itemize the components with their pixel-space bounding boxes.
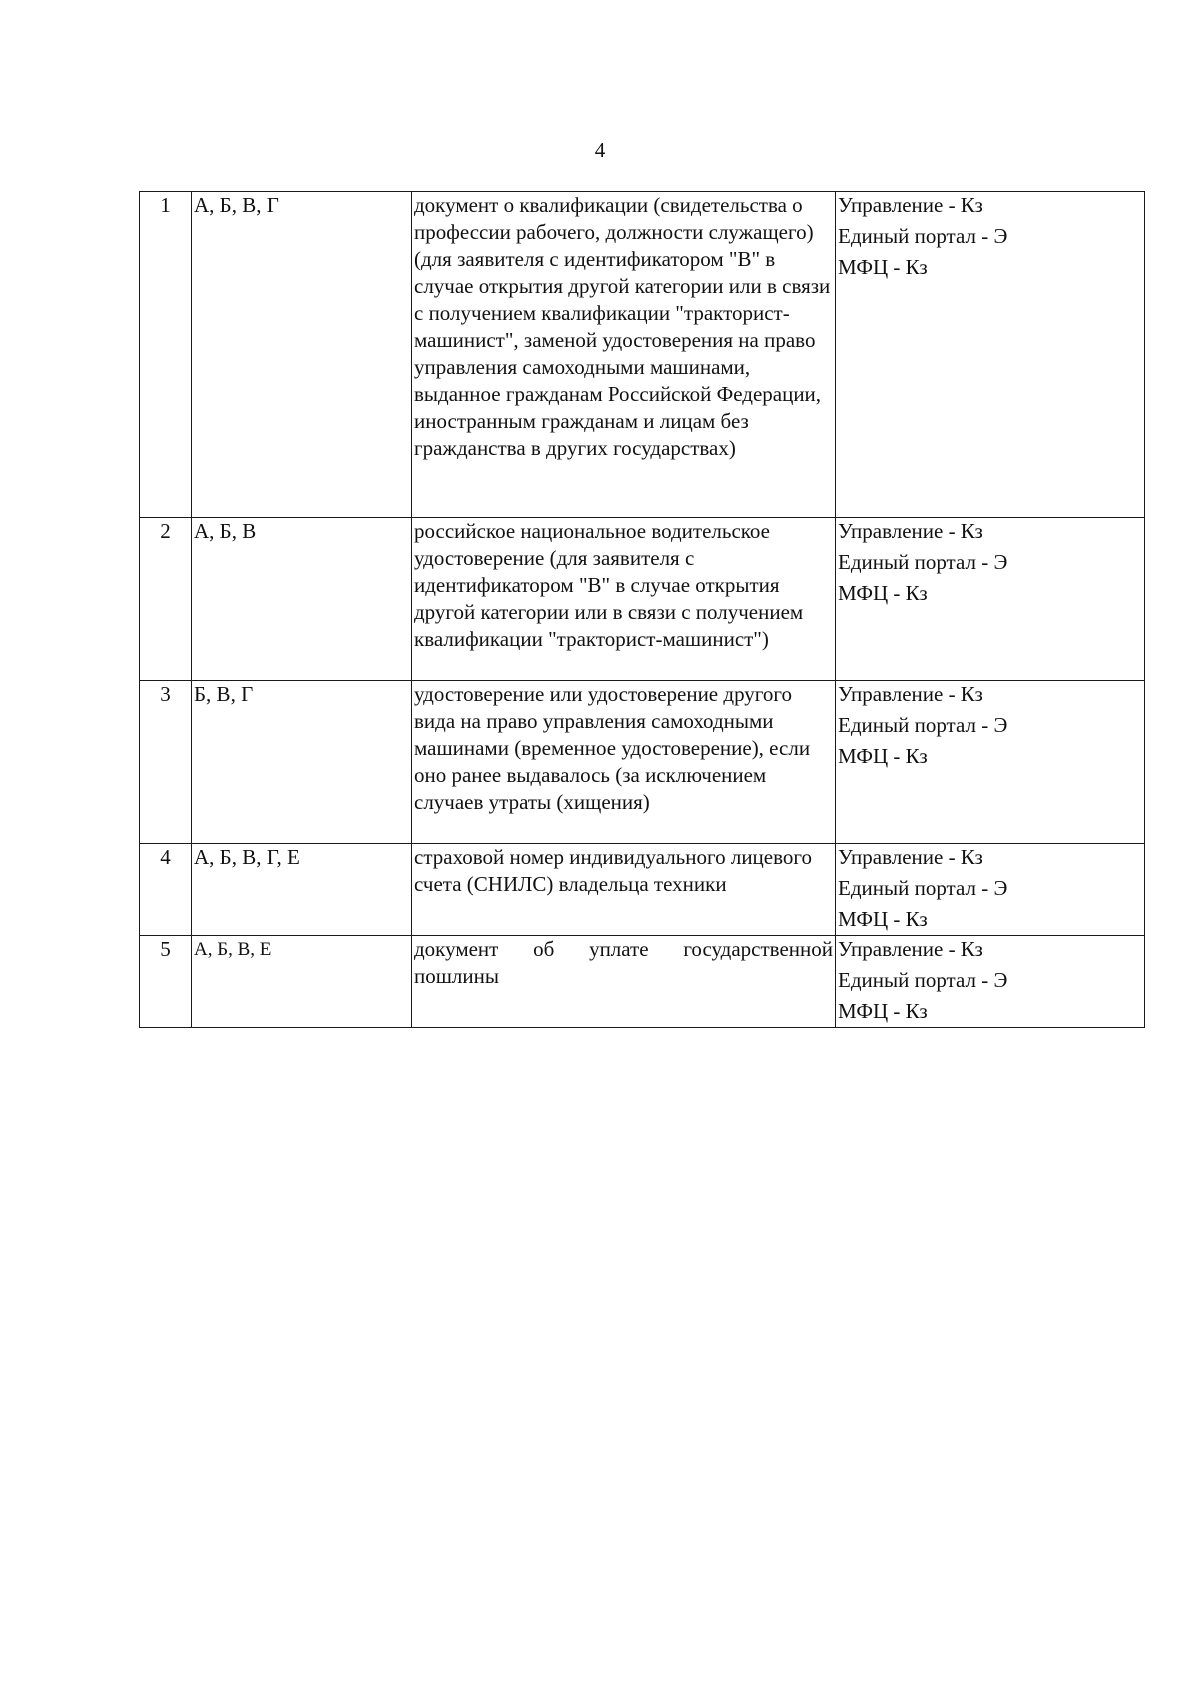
row-categories: А, Б, В, Е (192, 936, 412, 1028)
table-row (140, 192, 1145, 518)
row-document: документ о квалификации (свидетельства о профессии рабочего, должности служащего) (для заявителя с идентификатором "В" в случае открытия другой категории или в связи с получением квалификации "тракторист-машинист", заменой удостоверения на право управления самоходными машинами, выданное гражданам Российской Федерации, иностранным гражданам и лицам без гражданства в других государствах) (412, 192, 836, 518)
row-sources (836, 518, 1145, 681)
source-line: МФЦ - Кз (838, 999, 928, 1023)
row-number: 3 (140, 681, 192, 844)
row-document: страховой номер индивидуального лицевого счета (СНИЛС) владельца техники (412, 844, 836, 936)
row-categories: А, Б, В (192, 518, 412, 681)
row-document: российское национальное водительское удостоверение (для заявителя с идентификатором "В" в случае открытия другой категории или в связи с получением квалификации "тракторист-машинист") (412, 518, 836, 681)
table-row (140, 844, 1145, 936)
row-document: документ об уплате государственной пошлины (412, 936, 836, 1028)
source-line: Единый портал - Э (838, 713, 1008, 737)
row-categories: Б, В, Г (192, 681, 412, 844)
source-line: Единый портал - Э (838, 550, 1008, 574)
source-line: Управление - Кз (838, 682, 983, 706)
source-line: МФЦ - Кз (838, 907, 928, 931)
source-line: Управление - Кз (838, 937, 983, 961)
source-line: МФЦ - Кз (838, 744, 928, 768)
row-number: 4 (140, 844, 192, 936)
row-sources (836, 936, 1145, 1028)
documents-table (139, 191, 1145, 1028)
source-line: Единый портал - Э (838, 876, 1008, 900)
table-row (140, 518, 1145, 681)
source-line: МФЦ - Кз (838, 581, 928, 605)
row-number: 1 (140, 192, 192, 518)
row-categories: А, Б, В, Г, Е (192, 844, 412, 936)
row-number: 2 (140, 518, 192, 681)
source-line: Управление - Кз (838, 519, 983, 543)
source-line: Единый портал - Э (838, 968, 1008, 992)
source-line: Управление - Кз (838, 193, 983, 217)
row-sources (836, 681, 1145, 844)
page-number: 4 (594, 138, 606, 162)
table-row (140, 681, 1145, 844)
row-number: 5 (140, 936, 192, 1028)
source-line: Управление - Кз (838, 845, 983, 869)
source-line: Единый портал - Э (838, 224, 1008, 248)
row-sources (836, 192, 1145, 518)
row-sources (836, 844, 1145, 936)
table-row (140, 936, 1145, 1028)
row-categories: А, Б, В, Г (192, 192, 412, 518)
row-document: удостоверение или удостоверение другого вида на право управления самоходными машинами (временное удостоверение), если оно ранее выдавалось (за исключением случаев утраты (хищения) (412, 681, 836, 844)
source-line: МФЦ - Кз (838, 255, 928, 279)
